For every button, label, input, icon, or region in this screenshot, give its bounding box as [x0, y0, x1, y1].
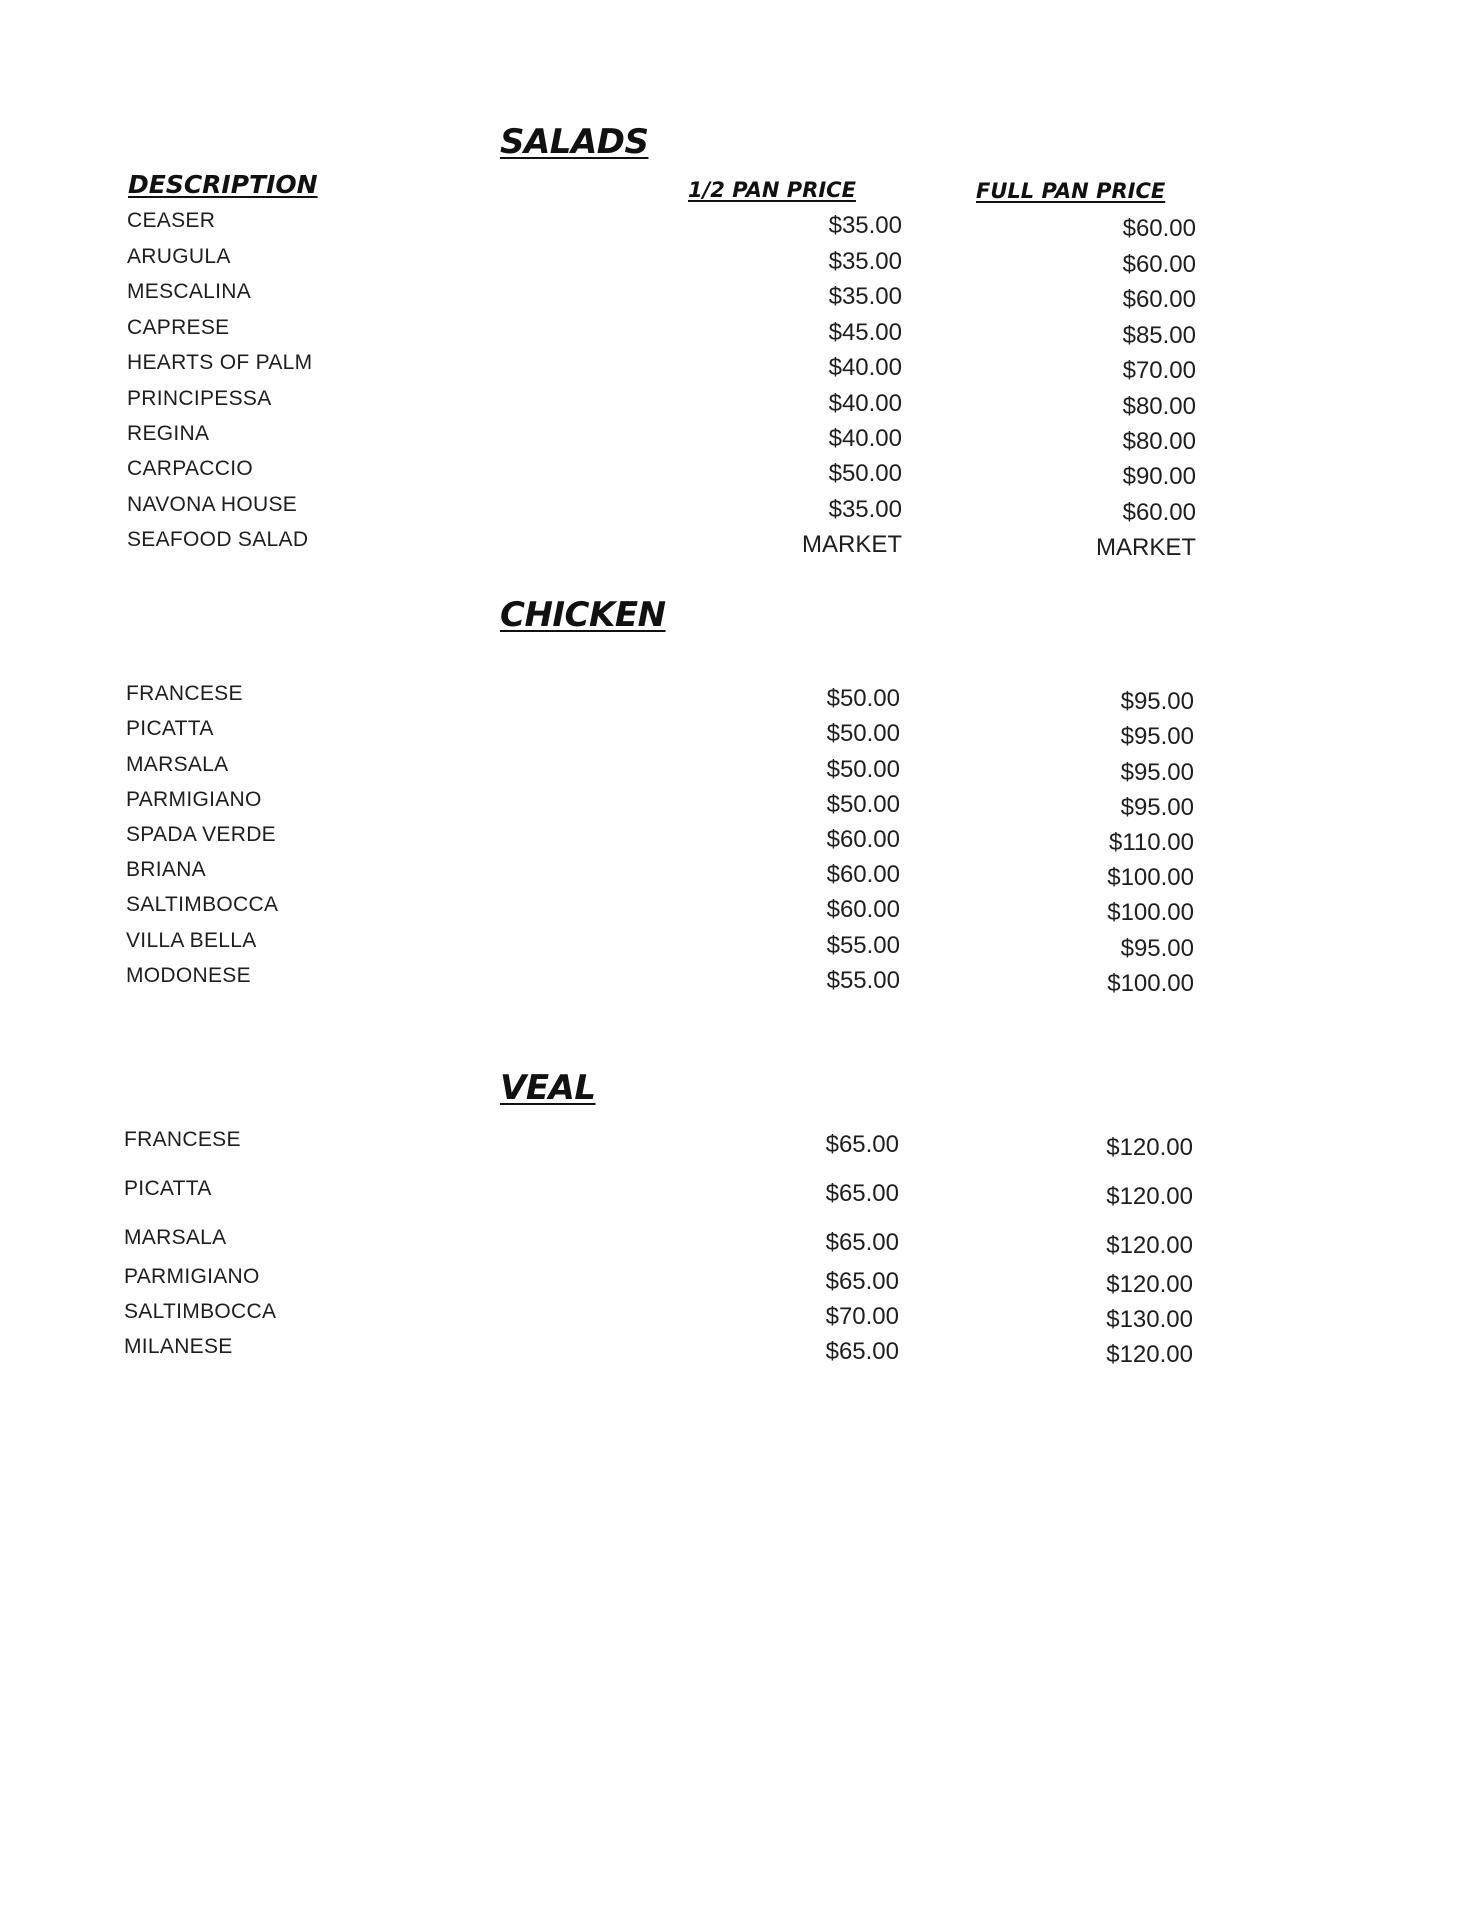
menu-row — [0, 1265, 1484, 1298]
full-pan-price: $90.00 — [1122, 463, 1196, 490]
full-pan-price: $80.00 — [1122, 393, 1196, 420]
half-pan-price: $50.00 — [826, 756, 900, 783]
half-pan-price: $60.00 — [826, 896, 900, 923]
half-pan-price: $55.00 — [826, 967, 900, 994]
menu-row — [0, 387, 1484, 420]
full-pan-price-column-header: FULL PAN PRICE — [976, 179, 1166, 203]
half-pan-price: $35.00 — [828, 212, 902, 239]
item-name: MARSALA — [124, 1226, 227, 1249]
half-pan-price: $65.00 — [825, 1180, 899, 1207]
item-name: PRINCIPESSA — [127, 387, 272, 410]
menu-row — [0, 316, 1484, 349]
half-pan-price: $50.00 — [828, 460, 902, 487]
description-column-header: DESCRIPTION — [128, 170, 318, 199]
item-name: SPADA VERDE — [126, 823, 276, 846]
full-pan-price: $120.00 — [1106, 1183, 1193, 1210]
half-pan-price: $60.00 — [826, 826, 900, 853]
full-pan-price: $100.00 — [1107, 864, 1194, 891]
menu-row — [0, 788, 1484, 821]
full-pan-price: $70.00 — [1122, 357, 1196, 384]
half-pan-price: $50.00 — [826, 685, 900, 712]
menu-row — [0, 351, 1484, 384]
full-pan-price: $100.00 — [1107, 899, 1194, 926]
menu-row — [0, 682, 1484, 715]
full-pan-price: $120.00 — [1106, 1232, 1193, 1259]
full-pan-price: $95.00 — [1120, 723, 1194, 750]
item-name: SEAFOOD SALAD — [127, 528, 309, 551]
half-pan-price: $60.00 — [826, 861, 900, 888]
menu-row — [0, 528, 1484, 561]
full-pan-price: $60.00 — [1122, 286, 1196, 313]
full-pan-price: $120.00 — [1106, 1134, 1193, 1161]
half-pan-price: $35.00 — [828, 248, 902, 275]
item-name: REGINA — [127, 422, 210, 445]
full-pan-price: $60.00 — [1122, 251, 1196, 278]
half-pan-price: $50.00 — [826, 791, 900, 818]
menu-row — [0, 823, 1484, 856]
section-title-veal: VEAL — [500, 1068, 596, 1108]
half-pan-price: MARKET — [801, 531, 902, 558]
menu-row — [0, 858, 1484, 891]
item-name: CARPACCIO — [127, 457, 253, 480]
item-name: CEASER — [127, 209, 216, 232]
item-name: HEARTS OF PALM — [127, 351, 313, 374]
half-pan-price: $65.00 — [825, 1131, 899, 1158]
menu-row — [0, 280, 1484, 313]
menu-row — [0, 753, 1484, 786]
menu-row — [0, 1177, 1484, 1210]
half-pan-price-column-header: 1/2 PAN PRICE — [688, 178, 856, 202]
full-pan-price: $85.00 — [1122, 322, 1196, 349]
full-pan-price: $130.00 — [1106, 1306, 1193, 1333]
item-name: MESCALINA — [127, 280, 252, 303]
item-name: SALTIMBOCCA — [126, 893, 279, 916]
item-name: MILANESE — [124, 1335, 233, 1358]
item-name: BRIANA — [126, 858, 206, 881]
item-name: PARMIGIANO — [126, 788, 262, 811]
half-pan-price: $65.00 — [825, 1268, 899, 1295]
full-pan-price: $95.00 — [1120, 688, 1194, 715]
full-pan-price: $80.00 — [1122, 428, 1196, 455]
menu-row — [0, 893, 1484, 926]
menu-row — [0, 1128, 1484, 1161]
menu-row — [0, 1300, 1484, 1333]
menu-row — [0, 422, 1484, 455]
item-name: MODONESE — [126, 964, 251, 987]
item-name: ARUGULA — [127, 245, 231, 268]
item-name: FRANCESE — [126, 682, 243, 705]
full-pan-price: $120.00 — [1106, 1271, 1193, 1298]
full-pan-price: $60.00 — [1122, 499, 1196, 526]
item-name: NAVONA HOUSE — [127, 493, 298, 516]
half-pan-price: $50.00 — [826, 720, 900, 747]
item-name: VILLA BELLA — [126, 929, 257, 952]
section-title-salads: SALADS — [500, 122, 649, 162]
half-pan-price: $40.00 — [828, 425, 902, 452]
item-name: SALTIMBOCCA — [124, 1300, 277, 1323]
full-pan-price: $95.00 — [1120, 794, 1194, 821]
item-name: CAPRESE — [127, 316, 230, 339]
full-pan-price: $120.00 — [1106, 1341, 1193, 1368]
menu-row — [0, 964, 1484, 997]
half-pan-price: $45.00 — [828, 319, 902, 346]
item-name: FRANCESE — [124, 1128, 241, 1151]
menu-row — [0, 457, 1484, 490]
full-pan-price: $110.00 — [1109, 829, 1194, 856]
menu-row — [0, 493, 1484, 526]
full-pan-price: $60.00 — [1122, 215, 1196, 242]
full-pan-price: $100.00 — [1107, 970, 1194, 997]
half-pan-price: $40.00 — [828, 354, 902, 381]
item-name: PARMIGIANO — [124, 1265, 260, 1288]
half-pan-price: $40.00 — [828, 390, 902, 417]
menu-row — [0, 717, 1484, 750]
half-pan-price: $35.00 — [828, 283, 902, 310]
half-pan-price: $65.00 — [825, 1338, 899, 1365]
menu-row — [0, 1226, 1484, 1259]
full-pan-price: MARKET — [1095, 534, 1196, 561]
half-pan-price: $70.00 — [825, 1303, 899, 1330]
item-name: PICATTA — [124, 1177, 212, 1200]
half-pan-price: $55.00 — [826, 932, 900, 959]
full-pan-price: $95.00 — [1120, 935, 1194, 962]
full-pan-price: $95.00 — [1120, 759, 1194, 786]
menu-row — [0, 1335, 1484, 1368]
item-name: PICATTA — [126, 717, 214, 740]
menu-row — [0, 929, 1484, 962]
half-pan-price: $35.00 — [828, 496, 902, 523]
section-title-chicken: CHICKEN — [500, 595, 666, 635]
menu-row — [0, 209, 1484, 242]
half-pan-price: $65.00 — [825, 1229, 899, 1256]
item-name: MARSALA — [126, 753, 229, 776]
menu-row — [0, 245, 1484, 278]
